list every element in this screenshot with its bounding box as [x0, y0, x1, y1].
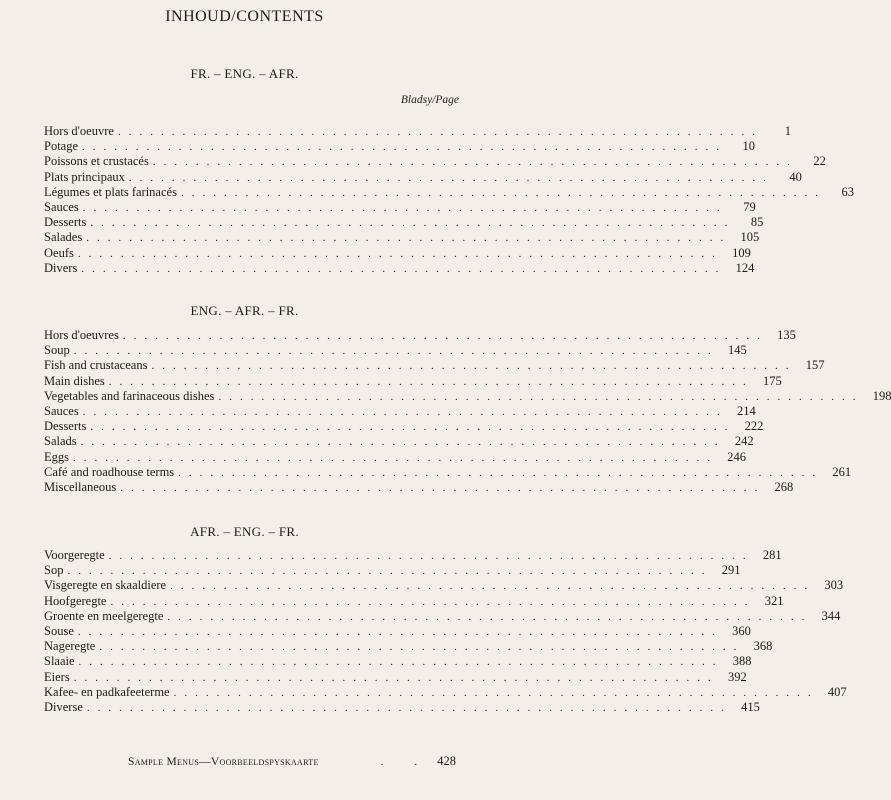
sample-menus-page: 428 — [437, 754, 456, 768]
toc-entry-page: 105 — [740, 230, 760, 245]
toc-entry-label: Poissons et crustacés — [44, 154, 153, 169]
toc-entry[interactable] — [44, 343, 747, 358]
toc-entry-page: 109 — [732, 245, 751, 260]
toc-entry-page: 124 — [735, 260, 755, 275]
toc-entry-label: Nageregte — [44, 639, 99, 654]
leader-dots: ............................................................ — [86, 701, 732, 714]
leader-dots: ............................................................ — [110, 595, 756, 608]
toc-entry-label: Slaaie — [44, 654, 79, 669]
toc-entry-label: Potage — [44, 139, 82, 154]
toc-entry[interactable] — [44, 403, 756, 419]
toc-entry[interactable] — [44, 578, 844, 593]
toc-entry[interactable] — [44, 654, 752, 669]
leader-dots: ............................................................ — [82, 201, 728, 214]
toc-entry-label: Fish and crustaceans — [44, 358, 151, 373]
leader-dots: ............................................................ — [120, 481, 766, 494]
toc-entry[interactable] — [44, 563, 741, 578]
toc-entry[interactable] — [44, 669, 747, 685]
section-heading-fr: FR. – ENG. – AFR. — [190, 66, 299, 81]
toc-entry-page: 291 — [721, 563, 741, 578]
leader-dots: ............................................................ — [178, 466, 824, 479]
toc-entry-label: Visgeregte en skaaldiere — [44, 578, 170, 593]
toc-entry-label: Eiers — [44, 670, 74, 685]
toc-entry-page: 388 — [732, 654, 752, 669]
section-heading-afr: AFR. – ENG. – FR. — [190, 524, 299, 539]
leader-dots: . . — [380, 756, 432, 768]
leader-dots: ............................................................ — [73, 451, 718, 464]
toc-entry-label: Groente en meelgeregte — [44, 609, 167, 624]
toc-entry-label: Souse — [44, 624, 78, 639]
toc-entry-label: Soup — [44, 343, 74, 358]
leader-dots: ............................................................ — [108, 550, 754, 562]
toc-entry-label: Kafee- en padkafeeterme — [44, 685, 174, 700]
leader-dots: ............................................................ — [170, 580, 816, 593]
toc-entry-page: 1 — [784, 124, 791, 138]
leader-dots: ............................................................ — [173, 686, 819, 699]
toc-entry-page: 268 — [774, 479, 794, 494]
toc-entry[interactable] — [44, 139, 756, 154]
leader-dots: ............................................................ — [81, 262, 727, 275]
leader-dots: ............................................................ — [73, 345, 719, 358]
leader-dots: ............................................................ — [77, 625, 723, 638]
toc-entry-label: Oeufs — [44, 246, 78, 261]
toc-entry[interactable] — [44, 623, 751, 639]
toc-entry-page: 392 — [727, 669, 747, 684]
leader-dots: ............................................................ — [80, 436, 726, 449]
leader-dots: ............................................................ — [167, 610, 813, 623]
toc-entry[interactable] — [44, 684, 847, 700]
leader-dots: ............................................................ — [90, 217, 736, 230]
toc-entry-label: Salades — [44, 230, 86, 245]
toc-entry-label: Salads — [44, 434, 81, 449]
toc-entry-label: Hoofgeregte — [44, 594, 110, 609]
toc-list-fr — [44, 124, 854, 276]
toc-entry-label: Miscellaneous — [44, 480, 120, 495]
leader-dots: ............................................................ — [86, 232, 732, 245]
toc-entry-page: 135 — [777, 328, 796, 342]
leader-dots: ............................................................ — [78, 656, 724, 669]
toc-entry-page: 281 — [762, 548, 782, 562]
toc-entry[interactable] — [44, 699, 760, 715]
toc-list-afr — [44, 548, 847, 715]
toc-entry-label: Eggs — [44, 450, 73, 465]
toc-entry[interactable] — [44, 608, 841, 624]
toc-entry[interactable] — [44, 434, 754, 449]
page-title: INHOUD/CONTENTS — [165, 8, 324, 25]
toc-entry[interactable] — [44, 358, 825, 373]
toc-list-eng — [44, 328, 891, 495]
toc-entry[interactable] — [44, 373, 782, 389]
toc-entry-page: 303 — [824, 578, 844, 593]
toc-entry-page: 40 — [789, 169, 802, 184]
toc-entry[interactable] — [44, 215, 764, 230]
toc-entry-label: Voorgeregte — [44, 548, 109, 563]
toc-entry[interactable] — [44, 154, 826, 169]
leader-dots: ............................................................ — [218, 390, 864, 403]
sample-menus-label: Sample Menus—Voorbeeldspyskaarte — [128, 756, 319, 768]
toc-entry-label: Diverse — [44, 700, 87, 715]
toc-entry-page: 261 — [832, 464, 852, 479]
toc-entry-label: Sauces — [44, 200, 83, 215]
sample-menus-entry[interactable] — [128, 754, 456, 769]
toc-entry-label: Main dishes — [44, 374, 109, 389]
toc-entry-page: 321 — [764, 593, 784, 608]
toc-entry-page: 242 — [734, 434, 754, 449]
toc-entry-label: Desserts — [44, 215, 90, 230]
toc-entry-page: 344 — [821, 608, 841, 623]
toc-entry[interactable] — [44, 328, 796, 343]
toc-entry[interactable] — [44, 124, 791, 139]
leader-dots: ............................................................ — [152, 156, 798, 169]
toc-entry[interactable] — [44, 593, 784, 609]
toc-entry-page: 198 — [872, 388, 891, 403]
toc-entry[interactable] — [44, 169, 802, 185]
leader-dots: ............................................................ — [117, 126, 763, 138]
toc-entry-page: 145 — [727, 343, 747, 358]
toc-entry[interactable] — [44, 479, 794, 495]
toc-entry-label: Hors d'oeuvres — [44, 328, 123, 343]
toc-entry[interactable] — [44, 464, 852, 480]
toc-entry[interactable] — [44, 548, 782, 563]
toc-entry-label: Divers — [44, 261, 81, 276]
toc-entry-page: 407 — [827, 684, 847, 699]
toc-entry-label: Hors d'oeuvre — [44, 124, 118, 139]
toc-entry-page: 214 — [736, 403, 756, 418]
toc-entry-page: 415 — [741, 699, 760, 714]
leader-dots: ............................................................ — [180, 186, 826, 199]
toc-entry[interactable] — [44, 184, 854, 200]
leader-dots: ............................................................ — [128, 171, 774, 184]
toc-entry-page: 175 — [763, 373, 782, 388]
leader-dots: ............................................................ — [77, 247, 723, 260]
leader-dots: ............................................................ — [73, 671, 719, 684]
leader-dots: ............................................................ — [90, 421, 736, 434]
toc-entry-page: 157 — [805, 358, 825, 373]
toc-entry-page: 22 — [813, 154, 826, 169]
toc-entry-page: 85 — [750, 215, 764, 230]
page-column-label: Bladsy/Page — [400, 94, 459, 106]
toc-entry[interactable] — [44, 260, 755, 276]
leader-dots: ............................................................ — [82, 141, 728, 154]
leader-dots: ............................................................ — [151, 360, 797, 373]
toc-entry-page: 246 — [727, 449, 746, 464]
leader-dots: ............................................................ — [122, 330, 768, 342]
toc-entry-label: Sauces — [44, 404, 83, 419]
toc-entry-label: Café and roadhouse terms — [44, 465, 178, 480]
toc-entry-label: Légumes et plats farinacés — [44, 185, 181, 200]
toc-entry-label: Sop — [44, 563, 67, 578]
toc-entry[interactable] — [44, 245, 751, 261]
section-heading-eng: ENG. – AFR. – FR. — [190, 303, 299, 318]
toc-entry[interactable] — [44, 388, 891, 404]
toc-entry-page: 360 — [732, 623, 751, 638]
toc-entry-label: Vegetables and farinaceous dishes — [44, 389, 218, 404]
toc-entry[interactable] — [44, 199, 756, 215]
toc-entry[interactable] — [44, 449, 746, 465]
leader-dots: ............................................................ — [99, 641, 745, 654]
toc-entry-page: 10 — [742, 139, 756, 154]
toc-entry[interactable] — [44, 419, 764, 434]
leader-dots: ............................................................ — [108, 375, 754, 388]
toc-entry[interactable] — [44, 639, 773, 654]
toc-entry-label: Plats principaux — [44, 170, 129, 185]
leader-dots: ............................................................ — [82, 405, 728, 418]
toc-entry-page: 368 — [753, 639, 773, 654]
toc-entry-page: 79 — [743, 199, 756, 214]
toc-entry-page: 222 — [744, 419, 764, 434]
toc-entry-label: Desserts — [44, 419, 90, 434]
leader-dots: ............................................................ — [67, 565, 713, 578]
toc-entry[interactable] — [44, 230, 760, 245]
toc-entry-page: 63 — [841, 184, 854, 199]
